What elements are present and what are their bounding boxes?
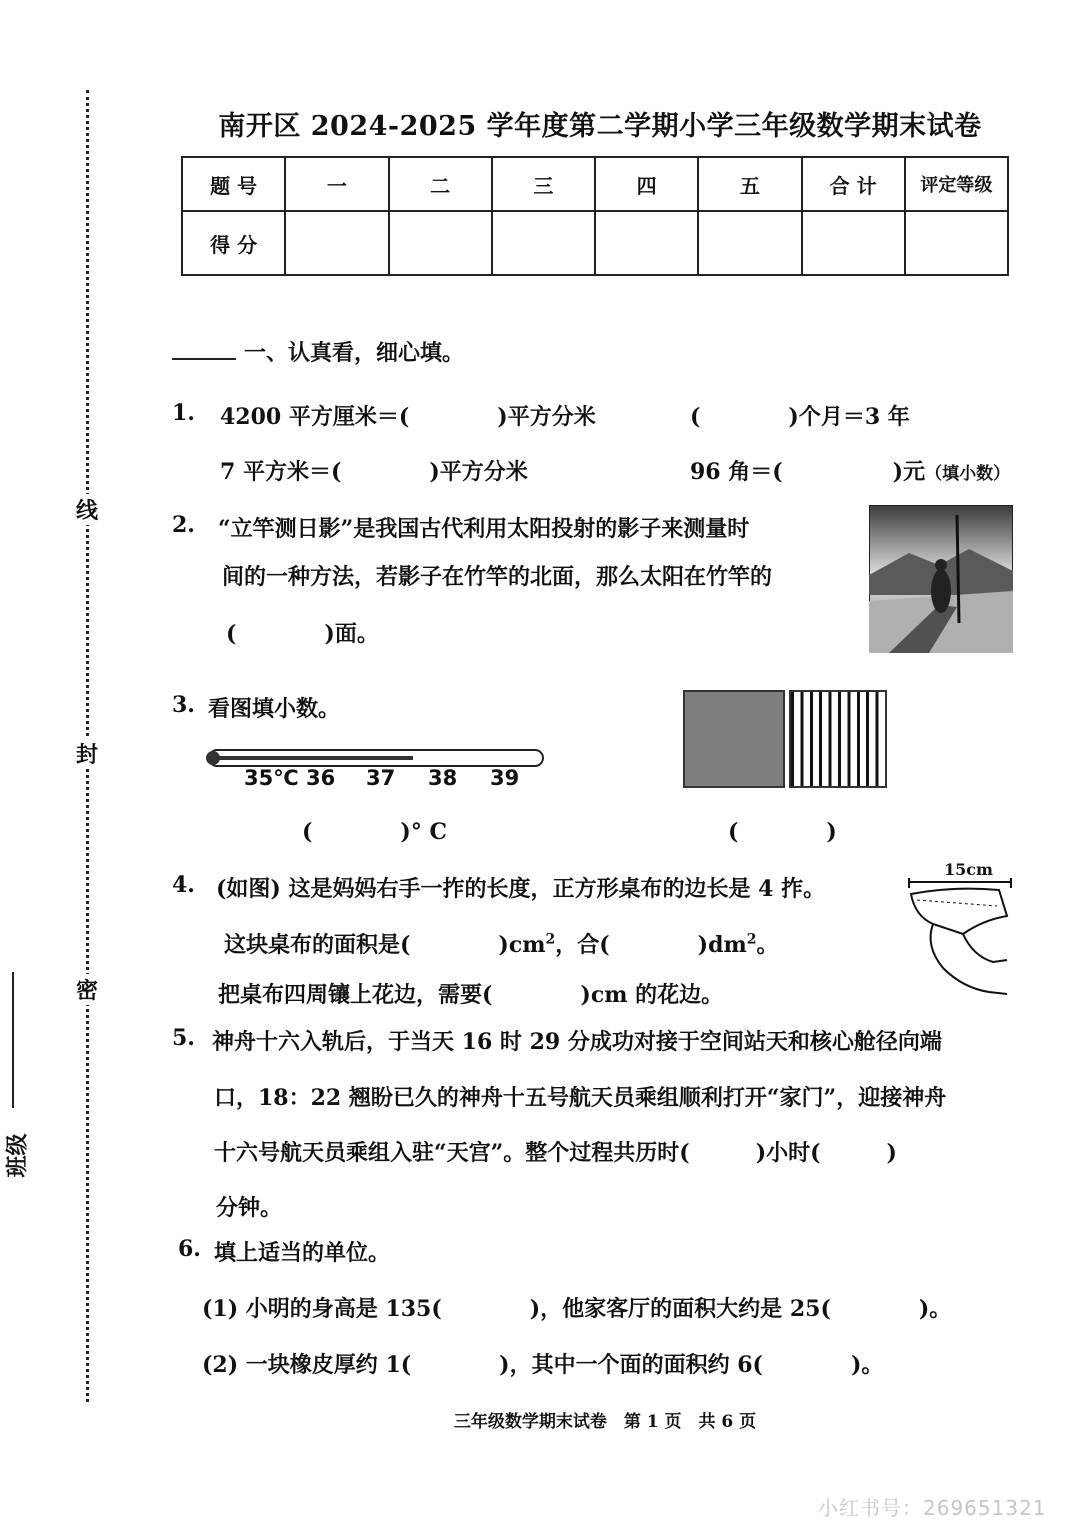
q1-item-a: 4200 平方厘米＝( )平方分米 (220, 404, 596, 430)
thermo-label-37: 37 (366, 766, 396, 790)
q2-line1: “立竿测日影”是我国古代利用太阳投射的影子来测量时 (218, 516, 750, 542)
q4-line2-area: 这块桌布的面积是( )cm (224, 932, 546, 958)
q4-line3: 把桌布四周镶上花边，需要( )cm 的花边。 (218, 982, 724, 1008)
binding-char-xian: 线 (74, 494, 100, 525)
thermo-label-39: 39 (490, 766, 520, 790)
section-title: 一、认真看，细心填。 (244, 340, 465, 366)
q1-item-c: 7 平方米＝( )平方分米 (220, 459, 528, 485)
q5-line1: 神舟十六入轨后，于当天 16 时 29 分成功对接于空间站天和核心舱径向端 (212, 1029, 942, 1055)
q6-number: 6. (178, 1236, 201, 1262)
score-cell[interactable] (285, 211, 388, 275)
score-header-cell: 题 号 (182, 157, 285, 211)
q6-title: 填上适当的单位。 (214, 1240, 391, 1266)
q5-number: 5. (172, 1025, 195, 1051)
score-header-cell: 评定等级 (905, 157, 1008, 211)
q4-line2-convert: ，合( )dm (555, 932, 747, 958)
thermo-label-35: 35℃ (244, 766, 299, 790)
q4-line1: (如图) 这是妈妈右手一拃的长度，正方形桌布的边长是 4 拃。 (216, 876, 826, 902)
thermo-label-38: 38 (428, 766, 458, 790)
q6-item-1: (1) 小明的身高是 135( )，他家客厅的面积大约是 25( )。 (202, 1296, 952, 1322)
score-cell[interactable] (492, 211, 595, 275)
q4-line2 (224, 928, 779, 959)
score-header-row (182, 157, 1008, 211)
score-cell[interactable] (389, 211, 492, 275)
q4-sup: 2 (746, 931, 757, 948)
q1-item-b: ( )个月＝3 年 (690, 404, 910, 430)
score-header-cell: 三 (492, 157, 595, 211)
q3-blank-decimal: ( ) (728, 819, 837, 845)
score-cell[interactable] (595, 211, 698, 275)
score-header-cell: 二 (389, 157, 492, 211)
score-cell[interactable] (905, 211, 1008, 275)
q5-line3: 十六号航天员乘组入驻“天宫”。整个过程共历时( )小时( ) (214, 1140, 897, 1166)
page-footer: 三年级数学期末试卷 第 1 页 共 6 页 (453, 1412, 757, 1432)
q5-line2: 口，18：22 翘盼已久的神舟十五号航天员乘组顺利打开“家门”，迎接神舟 (214, 1085, 947, 1111)
q4-sup: 2 (545, 931, 556, 948)
binding-char-feng: 封 (74, 738, 100, 769)
q3-title: 看图填小数。 (208, 696, 341, 722)
q6-item-2: (2) 一块橡皮厚约 1( )，其中一个面的面积约 6( )。 (202, 1352, 884, 1378)
thermo-label-36: 36 (306, 766, 336, 790)
score-header-cell: 一 (285, 157, 388, 211)
hand-span-figure (903, 876, 1015, 996)
striped-square (789, 690, 887, 788)
q5-line4: 分钟。 (216, 1195, 283, 1221)
q2-line3: ( )面。 (226, 621, 379, 647)
binding-char-mi: 密 (74, 974, 100, 1005)
watermark: 小红书号：269651321 (818, 1496, 1047, 1520)
hand-span-label: 15cm (944, 860, 993, 879)
section-score-blank[interactable] (172, 358, 236, 360)
q2-line2: 间的一种方法，若影子在竹竿的北面，那么太阳在竹竿的 (222, 564, 773, 590)
score-cell[interactable] (802, 211, 905, 275)
score-value-row (182, 211, 1008, 275)
score-row-label: 得 分 (182, 211, 285, 275)
q1-number: 1. (172, 400, 195, 426)
score-cell[interactable] (698, 211, 801, 275)
score-table (181, 156, 1009, 276)
score-header-cell: 五 (698, 157, 801, 211)
q4-line2-end: 。 (756, 932, 779, 958)
q4-number: 4. (172, 872, 195, 898)
class-fill-line (12, 972, 14, 1108)
q1-note: （填小数） (925, 464, 1011, 484)
q3-number: 3. (172, 692, 195, 718)
exam-title: 南开区 2024-2025 学年度第二学期小学三年级数学期末试卷 (218, 111, 982, 142)
q1-item-d (690, 455, 1010, 486)
q3-blank-temperature: ( )° C (302, 819, 447, 845)
class-label: 班级 (4, 1133, 31, 1178)
shaded-square (683, 690, 785, 788)
score-header-cell: 四 (595, 157, 698, 211)
score-header-cell: 合 计 (802, 157, 905, 211)
sundial-photo (869, 505, 1013, 653)
q1-item-d-text: 96 角＝( )元 (690, 459, 926, 485)
q2-number: 2. (172, 512, 195, 538)
